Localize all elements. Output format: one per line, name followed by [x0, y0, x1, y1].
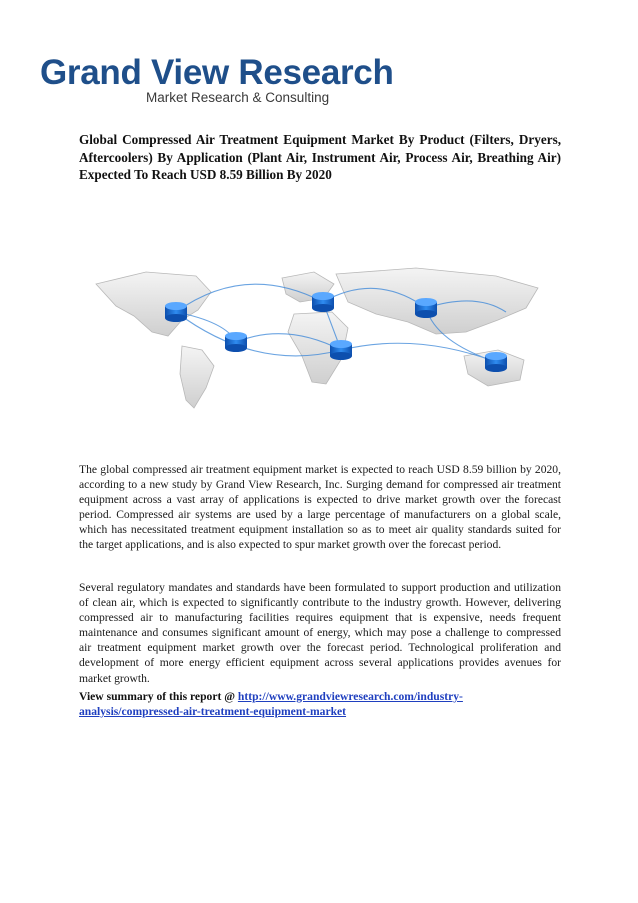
world-map-network-icon: [86, 262, 564, 410]
report-title: Global Compressed Air Treatment Equipment Market By Product (Filters, Dryers, Aftercoolers) By Application (Plant Air, Instrument Air, Process Air, Breathing Air) Expected To Reach USD 8.59 Billion By 2020: [79, 132, 561, 182]
paragraph-regulatory: Several regulatory mandates and standards have been formulated to support production and utilization of clean air, which is expected to significantly contribute to the industry growth. However, delivering compressed air to manufacturing facilities requires equipment that is expensive, needs frequent maintenance and consumes significant amount of energy, which may pose a challenge to compressed air treatment equipment market growth over the forecast period. Technological proliferation and development of more energy efficient equipment across several applications provides avenues for market growth.: [79, 581, 561, 685]
report-summary: [79, 689, 561, 719]
summary-label: View summary of this report @: [79, 690, 238, 703]
report-link[interactable]: http://www.grandviewresearch.com/industry-analysis/compressed-air-treatment-equipment-market: [79, 690, 463, 719]
brand-logo: [40, 53, 394, 105]
paragraph-market-overview: The global compressed air treatment equipment market is expected to reach USD 8.59 billion by 2020, according to a new study by Grand View Research, Inc. Surging demand for compressed air treatment equipment across a vast array of applications is expected to drive market growth over the forecast period. Compressed air systems are used by a large percentage of manufacturers on a global scale, which has necessitated treatment equipment installation so as to meet air quality standards suited for the target applications, and is also expected to spur market growth over the forecast period.: [79, 463, 561, 552]
logo-subtitle: Market Research & Consulting: [146, 90, 330, 105]
logo-title: Grand View Research: [40, 53, 394, 92]
continents: [96, 268, 538, 408]
